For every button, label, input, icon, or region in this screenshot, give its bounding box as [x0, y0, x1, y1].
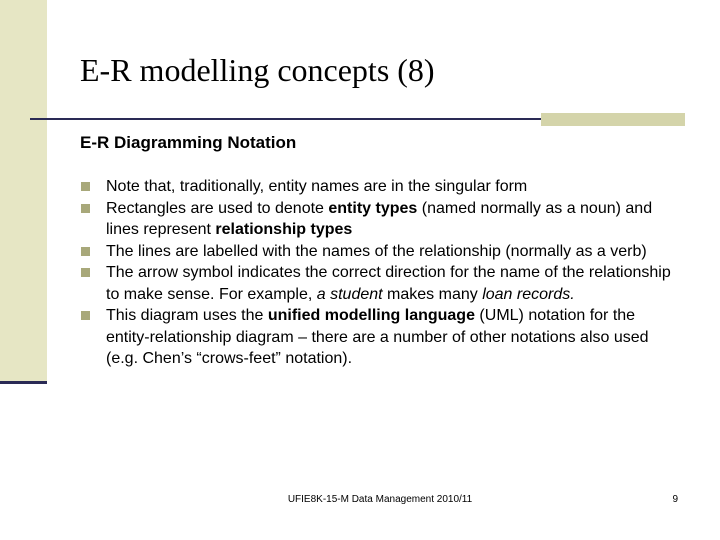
square-bullet-icon [81, 311, 90, 320]
slide-title: E-R modelling concepts (8) [80, 52, 435, 88]
slide-footer: UFIE8K-15-M Data Management 2010/11 [287, 494, 473, 505]
square-bullet-icon [81, 204, 90, 213]
bullet-text-segment: loan records. [482, 285, 575, 303]
title-divider-accent [541, 113, 685, 126]
bullet-item [80, 262, 680, 305]
bullet-text-segment: entity types [328, 199, 418, 217]
page-number: 9 [672, 494, 678, 505]
slide-subtitle: E-R Diagramming Notation [80, 133, 297, 152]
square-bullet-icon [81, 247, 90, 256]
bullet-text-segment: unified modelling language [267, 307, 475, 324]
bullet-text-segment: The arrow symbol indicates the correct direction for the name of the relationship to make sense. For example, [106, 264, 671, 303]
bullet-text-segment: (named normally as a noun) and lines represent [106, 199, 653, 238]
bullet-text-segment: This diagram uses the [106, 307, 268, 324]
square-bullet-icon [81, 268, 90, 277]
bullet-text-segment: a student [316, 285, 383, 303]
bullet-text-segment: makes many [382, 285, 483, 303]
bullet-list [80, 176, 680, 370]
bullet-text-segment: relationship types [215, 221, 353, 238]
bullet-text-segment: Note that, traditionally, entity names are in the singular form [106, 178, 528, 195]
bullet-text-segment: The lines are labelled with the names of the relationship (normally as a verb) [106, 242, 647, 260]
bullet-item [80, 241, 680, 263]
bullet-item [80, 305, 680, 370]
bullet-text-segment: Rectangles are used to denote [106, 199, 329, 217]
bullet-text-segment: (UML) notation for the entity-relationship diagram – there are a number of other notations also used (e.g. Chen’s “crows-feet” notation). [106, 307, 649, 367]
square-bullet-icon [81, 182, 90, 191]
left-decor-band [0, 0, 47, 383]
left-decor-bar [0, 381, 47, 384]
bullet-item [80, 198, 680, 241]
bullet-item [80, 176, 680, 198]
